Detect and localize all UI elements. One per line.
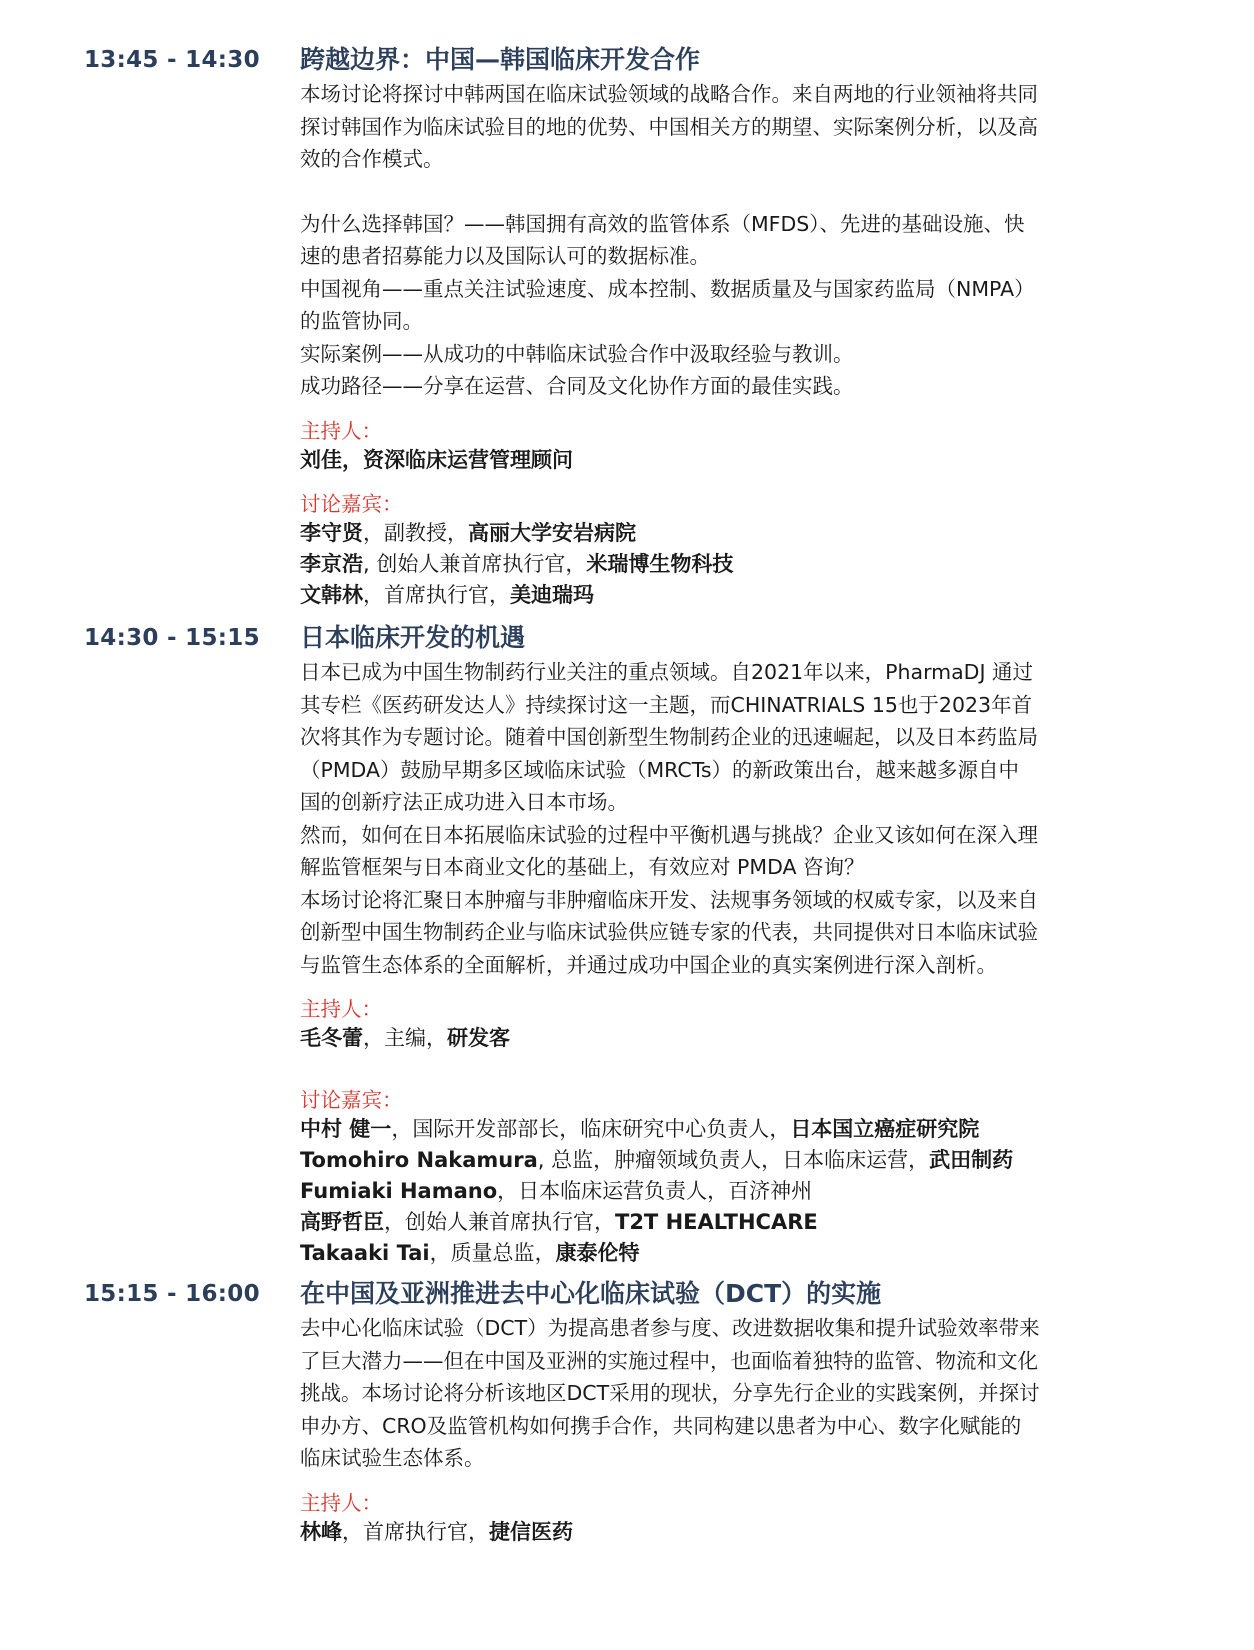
panelist — [300, 518, 1180, 549]
person-role: 首席执行官 — [363, 1519, 468, 1544]
panelist — [300, 549, 1180, 580]
desc-line: 挑战。本场讨论将分析该地区DCT采用的现状，分享先行企业的实践案例，并探讨 — [300, 1381, 1040, 1405]
separator: ， — [565, 551, 587, 576]
desc-line: 国的创新疗法正成功进入日本市场。 — [300, 790, 628, 814]
person-name: Tomohiro Nakamura — [300, 1148, 538, 1172]
moderator — [300, 1023, 1180, 1054]
point-line: 的监管协同。 — [300, 309, 423, 333]
person-role: 质量总监 — [450, 1241, 535, 1265]
session-title: 跨越边界：中国—韩国临床开发合作 — [300, 45, 701, 74]
person-role: 副教授 — [384, 520, 447, 545]
person-org: 高丽大学安岩病院 — [468, 520, 636, 545]
separator: ， — [363, 520, 384, 545]
separator: ， — [342, 447, 363, 472]
person-org: T2T HEALTHCARE — [615, 1210, 818, 1234]
person-name: 毛冬蕾 — [300, 1026, 363, 1050]
separator: ， — [384, 1210, 405, 1234]
desc-line: 申办方、CRO及监管机构如何携手合作，共同构建以患者为中心、数字化赋能的 — [300, 1413, 1022, 1438]
person-role: 国际开发部部长，临床研究中心负责人 — [412, 1117, 770, 1141]
separator: ， — [769, 1117, 791, 1141]
session-time: 14:30 - 15:15 — [84, 625, 260, 651]
desc-line: 本场讨论将汇聚日本肿瘤与非肿瘤临床开发、法规事务领域的权威专家，以及来自 — [300, 887, 1038, 912]
separator: , — [537, 1148, 552, 1172]
panelist — [300, 1114, 1180, 1145]
desc-line: 本场讨论将探讨中韩两国在临床试验领域的战略合作。来自两地的行业领袖将共同 — [300, 82, 1038, 106]
desc-line: 次将其作为专题讨论。随着中国创新型生物制药企业的迅速崛起，以及日本药监局 — [300, 725, 1038, 749]
person-name: Takaaki Tai — [300, 1241, 430, 1265]
person-role: 主编 — [384, 1026, 426, 1050]
panelist — [300, 1145, 1180, 1176]
point-line: 速的患者招募能力以及国际认可的数据标准。 — [300, 244, 710, 268]
desc-line: 创新型中国生物制药企业与临床试验供应链专家的代表，共同提供对日本临床试验 — [300, 920, 1038, 944]
person-name: 李京浩 — [300, 551, 363, 576]
panelist — [300, 1207, 1180, 1238]
separator: ， — [363, 1026, 384, 1050]
separator: ， — [497, 1179, 519, 1203]
session-title: 日本临床开发的机遇 — [300, 623, 526, 652]
person-name: Fumiaki Hamano — [300, 1179, 498, 1203]
person-org: 米瑞博生物科技 — [586, 551, 734, 576]
point-line: 实际案例——从成功的中韩临床试验合作中汲取经验与教训。 — [300, 341, 854, 366]
moderator — [300, 445, 1180, 476]
person-org: 研发客 — [447, 1026, 510, 1050]
session-content — [300, 622, 1180, 1269]
person-name: 李守贤 — [300, 520, 363, 545]
desc-line: 日本已成为中国生物制药行业关注的重点领域。自2021年以来，PharmaDJ 通过 — [300, 660, 1034, 684]
desc-line: （PMDA）鼓励早期多区域临床试验（MRCTs）的新政策出台，越来越多源自中 — [300, 757, 1020, 782]
separator: ， — [534, 1241, 556, 1265]
session-content — [300, 44, 1180, 611]
person-name: 中村 健一 — [300, 1117, 392, 1141]
panelist — [300, 1176, 1180, 1207]
moderator-label: 主持人： — [300, 997, 382, 1021]
separator: ， — [468, 1519, 489, 1544]
moderator-label: 主持人： — [300, 418, 382, 443]
separator: ， — [594, 1210, 615, 1234]
panel-label: 讨论嘉宾： — [300, 491, 403, 516]
person-role: 日本临床运营负责人，百济神州 — [518, 1179, 813, 1203]
person-org: 康泰伦特 — [555, 1241, 640, 1265]
person-name: 高野哲臣 — [300, 1210, 384, 1234]
separator: ， — [489, 582, 510, 607]
person-name: 刘佳 — [300, 447, 342, 472]
desc-line: 然而，如何在日本拓展临床试验的过程中平衡机遇与挑战？企业又该如何在深入理 — [300, 822, 1038, 847]
desc-line: 与监管生态体系的全面解析，并通过成功中国企业的真实案例进行深入剖析。 — [300, 952, 997, 977]
desc-line: 其专栏《医药研发达人》持续探讨这一主题，而CHINATRIALS 15也于2023年首 — [300, 692, 1033, 717]
desc-line: 了巨大潜力——但在中国及亚洲的实施过程中，也面临着独特的监管、物流和文化 — [300, 1348, 1038, 1373]
separator: ， — [429, 1241, 451, 1265]
session-content — [300, 1278, 1180, 1548]
separator: ， — [391, 1117, 413, 1141]
person-org: 武田制药 — [929, 1148, 1014, 1172]
separator: ， — [447, 520, 468, 545]
panelist — [300, 580, 1180, 611]
desc-line: 去中心化临床试验（DCT）为提高患者参与度、改进数据收集和提升试验效率带来 — [300, 1316, 1040, 1340]
separator: ， — [363, 582, 384, 607]
session-time: 15:15 - 16:00 — [84, 1281, 260, 1307]
point-line: 为什么选择韩国？——韩国拥有高效的监管体系（MFDS）、先进的基础设施、快 — [300, 211, 1025, 236]
session-time: 13:45 - 14:30 — [84, 47, 260, 73]
moderator-label: 主持人： — [300, 1490, 382, 1515]
session-title: 在中国及亚洲推进去中心化临床试验（DCT）的实施 — [300, 1279, 882, 1308]
person-role: 创始人兼首席执行官 — [405, 1210, 594, 1234]
separator: ， — [426, 1026, 447, 1050]
person-org: 日本国立癌症研究院 — [790, 1117, 980, 1141]
person-name: 文韩林 — [300, 582, 363, 607]
desc-line: 解监管框架与日本商业文化的基础上，有效应对 PMDA 咨询？ — [300, 855, 865, 879]
separator: ， — [908, 1148, 930, 1172]
desc-line: 临床试验生态体系。 — [300, 1446, 485, 1470]
person-org: 美迪瑞玛 — [510, 582, 594, 607]
point-line: 中国视角——重点关注试验速度、成本控制、数据质量及与国家药监局（NMPA） — [300, 276, 1035, 301]
desc-line: 效的合作模式。 — [300, 147, 444, 171]
person-role: 总监，肿瘤领域负责人，日本临床运营 — [551, 1148, 909, 1172]
panel-label: 讨论嘉宾： — [300, 1088, 403, 1112]
person-role: 创始人兼首席执行官 — [376, 551, 566, 576]
panelist — [300, 1238, 1180, 1269]
person-role: 首席执行官 — [384, 582, 489, 607]
moderator — [300, 1517, 1180, 1548]
separator: ， — [342, 1519, 363, 1544]
person-org: 捷信医药 — [489, 1519, 573, 1544]
person-name: 林峰 — [300, 1519, 342, 1544]
person-role: 资深临床运营管理顾问 — [363, 447, 573, 472]
separator: , — [363, 551, 377, 576]
desc-line: 探讨韩国作为临床试验目的地的优势、中国相关方的期望、实际案例分析，以及高 — [300, 114, 1038, 139]
point-line: 成功路径——分享在运营、合同及文化协作方面的最佳实践。 — [300, 374, 854, 398]
